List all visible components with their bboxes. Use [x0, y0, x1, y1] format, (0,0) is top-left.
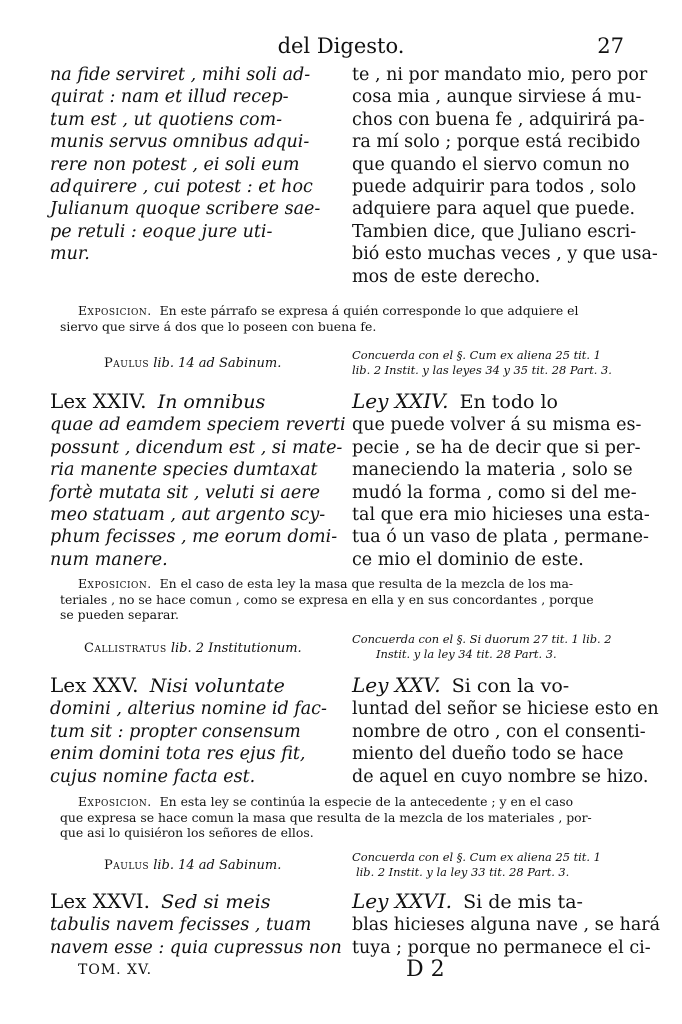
spanish-line: puede adquirir para todos , solo [352, 177, 637, 198]
latin-line: phum fecisses , me eorum domi- [50, 527, 338, 548]
spanish-line: chos con buena fe , adquirirá pa- [352, 109, 645, 130]
spanish-line: Tambien dice, que Juliano escri- [352, 221, 637, 242]
spanish-line: que puede volver á su misma es- [352, 415, 642, 436]
spanish-line: blas hicieses alguna nave , se hará [352, 915, 661, 936]
spanish-line: Si con la vo- [451, 675, 570, 697]
exposicion-label: Exposicion. [78, 794, 152, 809]
latin-line: ria manente species dumtaxat [50, 460, 318, 481]
latin-line: tum sit : propter consensum [50, 721, 301, 742]
latin-line: rere non potest , ei soli eum [50, 154, 300, 175]
latin-column-24 [50, 389, 346, 571]
volume-footer: TOM. XV. [78, 962, 153, 978]
latin-line: meo statuam , aut argento scy- [50, 505, 326, 526]
spanish-line: tua ó un vaso de plata , permane- [352, 527, 649, 548]
spanish-line: luntad del señor se hiciese esto en [352, 699, 659, 720]
latin-line: domini , alterius nomine id fac- [50, 699, 327, 720]
running-head: del Digesto. [277, 34, 405, 58]
concordance-line: lib. 2 Instit. y la ley 33 tit. 28 Part. 3. [356, 864, 570, 879]
latin-column-1 [50, 64, 335, 266]
latin-line: tum est , ut quotiens com- [50, 109, 283, 130]
exposicion-text: siervo que sirve á dos que lo poseen con buena fe. [60, 318, 377, 334]
spanish-line: miento del dueño todo se hace [352, 744, 624, 765]
exposicion-text: que expresa se hace comun la masa que resulta de la mezcla de los materiales , por- [60, 809, 592, 825]
spanish-line: mos de este derecho. [352, 266, 541, 287]
concordance-26 [352, 850, 620, 879]
latin-line: munis servus omnibus adqui- [50, 132, 310, 153]
latin-line: enim domini tota res ejus fit, [50, 744, 306, 765]
latin-line: adquirere , cui potest : et hoc [50, 177, 313, 198]
spanish-line: tuya ; porque no permanece el ci- [352, 937, 651, 958]
page-number: 27 [597, 34, 624, 58]
source-rest: lib. 2 Institutionum. [170, 641, 302, 656]
latin-line: quirat : nam et illud recep- [50, 87, 289, 108]
source-author: Callistratus [84, 641, 167, 656]
spanish-line: de aquel en cuyo nombre se hizo. [352, 766, 649, 787]
source-citation-25 [84, 641, 314, 657]
spanish-line: ra mí solo ; porque está recibido [352, 132, 641, 153]
source-author: Paulus [104, 356, 150, 371]
exposicion-24 [60, 576, 618, 623]
lex-heading: Lex XXVI. [50, 889, 150, 913]
exposicion-label: Exposicion. [78, 303, 152, 318]
spanish-line: En todo lo [459, 391, 558, 413]
latin-column-25 [50, 674, 335, 788]
lex-heading: Lex XXV. [50, 673, 139, 697]
source-citation-26 [104, 858, 334, 874]
spanish-line: cosa mia , aunque sirviese á mu- [352, 87, 642, 108]
spanish-line: que quando el siervo comun no [352, 154, 630, 175]
concordance-line: Concuerda con el §. Cum ex aliena 25 tit. 1 [352, 850, 601, 864]
concordance-25 [352, 632, 620, 661]
ley-heading: Ley XXVI. [352, 889, 452, 913]
exposicion-text: En el caso de esta ley la masa que resulta de la mezcla de los ma- [159, 576, 574, 591]
latin-line: na fide serviret , mihi soli ad- [50, 65, 311, 85]
exposicion-label: Exposicion. [78, 576, 152, 591]
source-rest: lib. 14 ad Sabinum. [153, 858, 282, 873]
exposicion-text: teriales , no se hace comun , como se expresa en ella y en sus concordantes , porque [60, 591, 594, 607]
latin-line: navem esse : quia cupressus non [50, 937, 342, 958]
latin-line: Nisi voluntate [149, 675, 285, 697]
ley-heading: Ley XXIV. [352, 389, 449, 413]
exposicion-text: que asi lo quisiéron los señores de ellos. [60, 825, 314, 840]
spanish-line: Si de mis ta- [463, 891, 583, 913]
source-rest: lib. 14 ad Sabinum. [153, 356, 282, 371]
concordance-line: lib. 2 Instit. y las leyes 34 y 35 tit. 28 Part. 3. [352, 362, 612, 377]
latin-line: tabulis navem fecisses , tuam [50, 915, 312, 936]
spanish-column-24 [352, 389, 650, 571]
latin-line: In omnibus [157, 391, 266, 413]
spanish-column-26 [352, 889, 661, 959]
latin-line: Sed si meis [161, 891, 271, 913]
lex-heading: Lex XXIV. [50, 389, 147, 413]
spanish-line: adquiere para aquel que puede. [352, 199, 636, 220]
spanish-line: bió esto muchas veces , y que usa- [352, 244, 658, 265]
exposicion-text: se pueden separar. [60, 607, 179, 622]
spanish-column-1 [352, 64, 658, 288]
spanish-line: tal que era mio hicieses una esta- [352, 505, 650, 526]
concordance-line: Concuerda con el §. Cum ex aliena 25 tit. 1 [352, 348, 601, 362]
signature-mark: D 2 [406, 957, 445, 982]
spanish-line: pecie , se ha de decir que si per- [352, 437, 641, 458]
spanish-line: mudó la forma , como si del me- [352, 482, 637, 503]
latin-line: mur. [50, 244, 90, 265]
latin-line: possunt , dicendum est , si mate- [50, 437, 343, 458]
concordance-24 [352, 348, 620, 377]
source-author: Paulus [104, 858, 150, 873]
source-citation-24 [104, 356, 334, 372]
latin-column-26 [50, 889, 342, 959]
concordance-line: Instit. y la ley 34 tit. 28 Part. 3. [376, 646, 557, 661]
concordance-line: Concuerda con el §. Si duorum 27 tit. 1 lib. 2 [352, 632, 612, 646]
spanish-line: maneciendo la materia , solo se [352, 460, 633, 481]
latin-line: cujus nomine facta est. [50, 766, 256, 787]
exposicion-text: En este párrafo se expresa á quién corresponde lo que adquiere el [159, 303, 579, 318]
latin-line: pe retuli : eoque jure uti- [50, 221, 273, 242]
exposicion-25 [60, 794, 618, 841]
exposicion-1 [60, 303, 618, 334]
latin-line: num manere. [50, 549, 168, 570]
latin-line: Julianum quoque scribere sae- [50, 199, 321, 220]
spanish-line: ce mio el dominio de este. [352, 549, 584, 570]
exposicion-text: En esta ley se continúa la especie de la antecedente ; y en el caso [159, 794, 574, 809]
spanish-line: nombre de otro , con el consenti- [352, 721, 646, 742]
latin-line: quae ad eamdem speciem reverti [50, 415, 346, 436]
spanish-column-25 [352, 673, 659, 788]
latin-line: fortè mutata sit , veluti si aere [50, 482, 320, 503]
spanish-line: te , ni por mandato mio, pero por [352, 65, 648, 85]
ley-heading: Ley XXV. [352, 673, 441, 697]
